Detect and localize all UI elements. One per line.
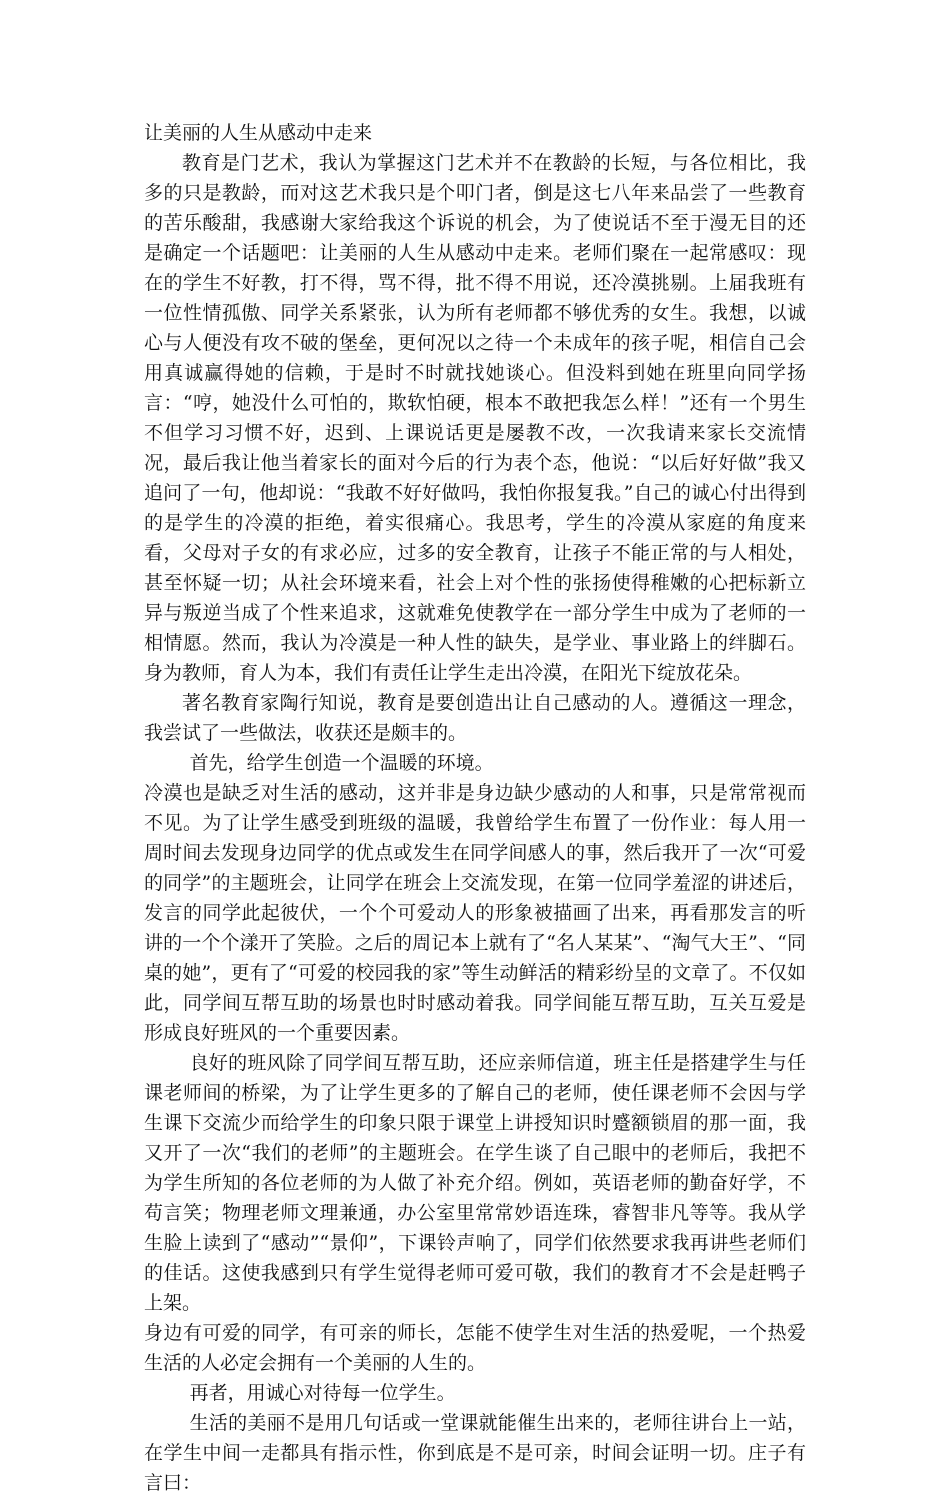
paragraph-love-life: 身边有可爱的同学，有可亲的师长，怎能不使学生对生活的热爱呢，一个热爱生活的人必定会拥有一个美丽的人生的。: [144, 1322, 806, 1374]
paragraph-second-point: 再者，用诚心对待每一位学生。: [189, 1382, 456, 1404]
paragraph-sincerity: 生活的美丽不是用几句话或一堂课就能催生出来的，老师往讲台上一站，在学生中间一走都具有指示性，你到底是不是可亲，时间会证明一切。庄子有言曰：: [144, 1412, 806, 1494]
paragraph-intro: 教育是门艺术，我认为掌握这门艺术并不在教龄的长短，与各位相比，我多的只是教龄，而对这艺术我只是个叩门者，倒是这七八年来品尝了一些教育的苦乐酸甜，我感谢大家给我这个诉说的机会，为了使说话不至于漫无目的还是确定一个话题吧：让美丽的人生从感动中走来。老师们聚在一起常感叹：现在的学生不好教，打不得，骂不得，批不得不用说，还冷漠挑剔。上届我班有一位性情孤傲、同学关系紧张，认为所有老师都不够优秀的女生。我想，以诚心与人便没有攻不破的堡垒，更何况以之待一个未成年的孩子呢，相信自己会用真诚赢得她的信赖，于是时不时就找她谈心。但没料到她在班里向同学扬言：“哼，她没什么可怕的，欺软怕硬，根本不敢把我怎么样！”还有一个男生不但学习习惯不好，迟到、上课说话更是屡教不改，一次我请来家长交流情况，最后我让他当着家长的面对今后的行为表个态，他说：“以后好好做”我又追问了一句，他却说：“我敢不好好做吗，我怕你报复我。”自己的诚心付出得到的是学生的冷漠的拒绝，着实很痛心。我思考，学生的冷漠从家庭的角度来看，父母对子女的有求必应，过多的安全教育，让孩子不能正常的与人相处，甚至怀疑一切；从社会环境来看，社会上对个性的张扬使得稚嫩的心把标新立异与叛逆当成了个性来追求，这就难免使教学在一部分学生中成为了老师的一相情愿。然而，我认为冷漠是一种人性的缺失，是学业、事业路上的绊脚石。身为教师，育人为本，我们有责任让学生走出冷漠，在阳光下绽放花朵。: [144, 152, 806, 684]
paragraph-class-spirit: 良好的班风除了同学间互帮互助，还应亲师信道，班主任是搭建学生与任课老师间的桥梁，为了让学生更多的了解自己的老师，使任课老师不会因与学生课下交流少而给学生的印象只限于课堂上讲授知识时蹙额锁眉的那一面，我又开了一次“我们的老师”的主题班会。在学生谈了自己眼中的老师后，我把不为学生所知的各位老师的为人做了补充介绍。例如，英语老师的勤奋好学，不苟言笑；物理老师文理兼通，办公室里常常妙语连珠，睿智非凡等等。我从学生脸上读到了“感动”“景仰”，下课铃声响了，同学们依然要求我再讲些老师们的佳话。这使我感到只有学生觉得老师可爱可敬，我们的教育才不会是赶鸭子上架。: [144, 1052, 806, 1314]
document-page: [144, 118, 806, 1498]
document-title: 让美丽的人生从感动中走来: [144, 122, 373, 144]
paragraph-tao-xingzhi: 著名教育家陶行知说，教育是要创造出让自己感动的人。遵循这一理念，我尝试了一些做法，收获还是颇丰的。: [144, 692, 806, 744]
paragraph-first-point: 首先，给学生创造一个温暖的环境。: [189, 752, 494, 774]
paragraph-warm-environment: 冷漠也是缺乏对生活的感动，这并非是身边缺少感动的人和事，只是常常视而不见。为了让学生感受到班级的温暖，我曾给学生布置了一份作业：每人用一周时间去发现身边同学的优点或发生在同学间感人的事，然后我开了一次“可爱的同学”的主题班会，让同学在班会上交流发现，在第一位同学羞涩的讲述后，发言的同学此起彼伏，一个个可爱动人的形象被描画了出来，再看那发言的听讲的一个个漾开了笑脸。之后的周记本上就有了“名人某某”、“淘气大王”、“同桌的她”，更有了“可爱的校园我的家”等生动鲜活的精彩纷呈的文章了。不仅如此，同学间互帮互助的场景也时时感动着我。同学间能互帮互助，互关互爱是形成良好班风的一个重要因素。: [144, 782, 806, 1044]
